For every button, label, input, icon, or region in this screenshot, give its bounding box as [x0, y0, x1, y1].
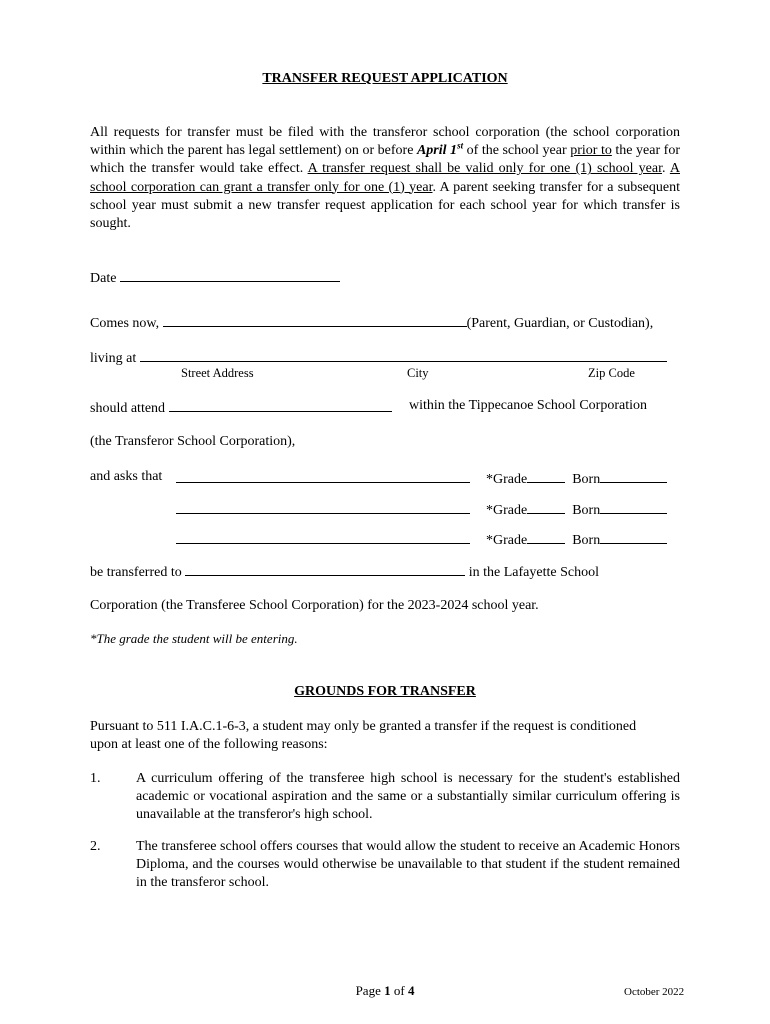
date-row [90, 267, 340, 288]
intro-text-2: of the school year [463, 143, 571, 159]
grade-field[interactable] [527, 529, 565, 544]
deadline-text: April 1 [416, 143, 458, 159]
date-label: Date [90, 271, 117, 286]
grade-label: *Grade [486, 533, 528, 548]
born-field[interactable] [600, 499, 667, 514]
item-number-1: 1. [90, 771, 101, 786]
grant-one-year-text: A school corporation can grant a transfer only for one (1) year [90, 161, 680, 195]
footer-date: October 2022 [624, 986, 685, 998]
born-field[interactable] [600, 468, 667, 483]
intro-text-4: . [662, 161, 670, 177]
should-attend-row [90, 397, 392, 418]
student-row-3 [176, 529, 470, 550]
intro-paragraph [90, 124, 680, 233]
item-number-2: 2. [90, 839, 101, 854]
transferred-to-row [90, 561, 599, 582]
document-title: TRANSFER REQUEST APPLICATION [262, 71, 508, 86]
date-field[interactable] [120, 267, 340, 282]
within-label: within the Tippecanoe School Corporation [409, 398, 647, 413]
grade-born-3 [486, 529, 667, 550]
intro-text-5: . A parent seeking transfer for a subsequent school year must submit a new transfer request application for each school year for which transfer is sought. [90, 179, 680, 232]
deadline-sup: st [457, 140, 464, 151]
born-field[interactable] [600, 529, 667, 544]
street-address-label: Street Address [181, 366, 254, 380]
grade-born-2 [486, 499, 667, 520]
page-of: of [390, 983, 408, 998]
item-text-2: The transferee school offers courses that would allow the student to receive an Academic Honors Diploma, and the courses would otherwise be unavailable to that student if the student remained in the transferor school. [136, 839, 680, 890]
transferred-to-label: be transferred to [90, 565, 182, 580]
asks-that-label: and asks that [90, 469, 163, 484]
page-total: 4 [407, 983, 415, 998]
grade-label: *Grade [486, 472, 528, 487]
student-name-field[interactable] [176, 499, 470, 514]
should-attend-label: should attend [90, 401, 166, 416]
grade-born-1 [486, 468, 667, 489]
grade-field[interactable] [527, 468, 565, 483]
grounds-heading: GROUNDS FOR TRANSFER [294, 684, 476, 699]
prior-to-text: prior to [570, 143, 612, 159]
item-text-1: A curriculum offering of the transferee high school is necessary for the student's established academic or vocational aspiration and the same or a substantially similar curriculum offering is unavailable at the transferor's high school. [136, 771, 680, 822]
student-name-field[interactable] [176, 468, 470, 483]
transferor-label: (the Transferor School Corporation), [90, 434, 296, 449]
city-label: City [407, 366, 429, 380]
page-current: 1 [384, 983, 391, 998]
address-field[interactable] [140, 347, 667, 362]
intro-text-1: All requests for transfer must be filed with the transferor school corporation (the school corporation within which the parent has legal settlement) on or before [90, 125, 680, 159]
grade-note: *The grade the student will be entering. [90, 631, 298, 646]
grade-label: *Grade [486, 503, 528, 518]
intro-text-3: the year for which the transfer would take effect. [90, 143, 680, 177]
valid-one-year-text: A transfer request shall be valid only for one (1) school year [307, 161, 662, 177]
born-label: Born [572, 533, 601, 548]
comes-now-label: Comes now, [90, 316, 160, 331]
living-at-label: living at [90, 351, 137, 366]
student-name-field[interactable] [176, 529, 470, 544]
born-label: Born [572, 503, 601, 518]
deadline-date [416, 140, 464, 159]
living-at-row [90, 347, 667, 368]
grounds-intro: Pursuant to 511 I.A.C.1-6-3, a student may only be granted a transfer if the request is conditioned upon at least one of the following reasons: [90, 719, 637, 752]
zip-code-label: Zip Code [588, 366, 635, 380]
parent-label: (Parent, Guardian, or Custodian), [466, 316, 654, 331]
parent-name-field[interactable] [163, 312, 467, 327]
born-label: Born [572, 472, 601, 487]
comes-now-row [90, 312, 653, 333]
grade-field[interactable] [527, 499, 565, 514]
school-name-field[interactable] [169, 397, 392, 412]
page-prefix: Page [355, 983, 385, 998]
corporation-line: Corporation (the Transferee School Corporation) for the 2023-2024 school year. [90, 598, 539, 613]
student-row-1 [176, 468, 470, 489]
transferee-school-field[interactable] [185, 561, 465, 576]
lafayette-label: in the Lafayette School [468, 565, 599, 580]
student-row-2 [176, 499, 470, 520]
